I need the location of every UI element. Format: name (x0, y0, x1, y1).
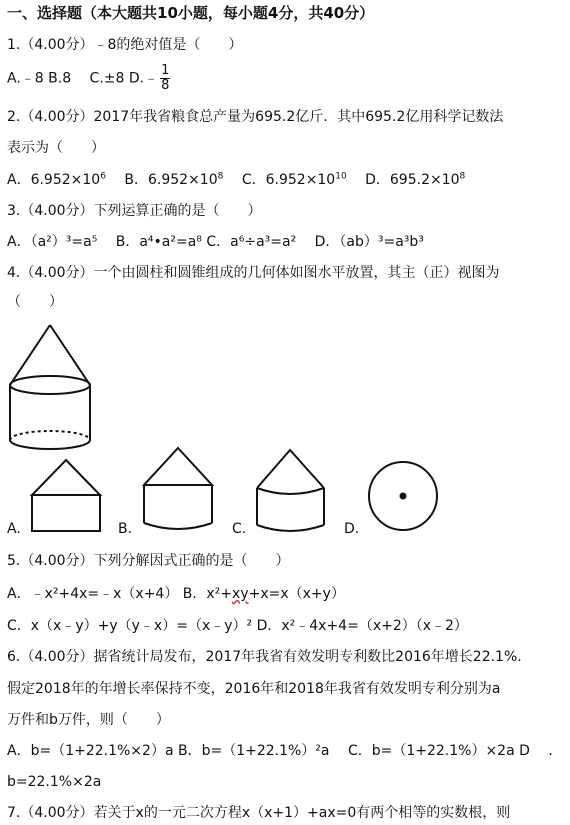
option-b-text: B．6.952×10 (124, 172, 218, 188)
fraction-numerator: 1 (161, 63, 170, 78)
question-6-stem-line2: 假定2018年的年增长率保持不变，2016年和2018年我省有效发明专利分别为a (7, 681, 501, 697)
question-1-options-text: A.﹣8 B.8 C.±8 D.﹣ (7, 70, 159, 87)
fraction-denominator: 8 (161, 78, 170, 93)
q5-ab-wavy: xy (232, 586, 249, 602)
section-title: 一、选择题（本大题共10小题，每小题4分，共40分） (7, 4, 375, 22)
option-a-exponent: 6 (100, 171, 106, 182)
question-2-stem-line2: 表示为（ ） (7, 140, 105, 156)
question-5-options-ab (7, 585, 345, 603)
option-a-figure (32, 460, 100, 531)
q5-ab-part1: A．﹣x²+4x=﹣x（x+4） B．x²+ (7, 586, 233, 602)
q5-ab-part2: +x=x（x+y） (248, 586, 345, 602)
question-3-options: A．（a²）³=a⁵ B．a⁴•a²=a⁸ C．a⁶÷a³=a² D．（ab）³=a³b³ (7, 234, 424, 250)
question-4-stem-line1: 4.（4.00分）一个由圆柱和圆锥组成的几何体如图水平放置，其主（正）视图为 (7, 265, 500, 281)
question-6-options-line2: b=22.1%×2a (7, 774, 102, 790)
question-1-stem: 1.（4.00分）﹣8的绝对值是（ ） (7, 37, 243, 53)
option-c-exponent: 10 (335, 171, 347, 182)
option-c-text: C．6.952×10 (241, 172, 336, 188)
option-d-exponent: 8 (459, 171, 466, 182)
question-2-stem-line1: 2.（4.00分）2017年我省粮食总产量为695.2亿斤．其中695.2亿用科学记数法 (7, 109, 504, 125)
option-d-label: D. (344, 521, 360, 537)
option-c-figure (257, 450, 324, 531)
option-c-label: C. (232, 521, 247, 537)
question-3-stem: 3.（4.00分）下列运算正确的是（ ） (7, 203, 262, 219)
option-d-text: D．695.2×10 (365, 172, 460, 188)
option-b-exponent: 8 (217, 171, 224, 182)
question-5-options-cd: C．x（x﹣y）+y（y﹣x）=（x﹣y）² D．x²﹣4x+4=（x+2）（x﹣2） (7, 618, 468, 634)
question-4-stem-line2: （ ） (7, 294, 63, 310)
option-a-text: A．6.952×10 (7, 172, 101, 188)
option-a-label: A. (7, 521, 21, 537)
question-5-stem: 5.（4.00分）下列分解因式正确的是（ ） (7, 553, 290, 569)
option-b-label: B. (118, 521, 133, 537)
question-6-stem-line1: 6.（4.00分）据省统计局发布，2017年我省有效发明专利数比2016年增长22.1%. (7, 649, 522, 665)
question-6-stem-line3: 万件和b万件，则（ ） (7, 712, 170, 728)
option-d-figure (369, 462, 437, 530)
question-6-options-line1: A．b=（1+22.1%×2）a B．b=（1+22.1%）²a C．b=（1+22.1%）×2a D . (7, 743, 553, 759)
question-7-stem: 7.（4.00分）若关于x的一元二次方程x（x+1）+ax=0有两个相等的实数根，则 (7, 805, 511, 821)
option-b-figure (144, 448, 212, 529)
